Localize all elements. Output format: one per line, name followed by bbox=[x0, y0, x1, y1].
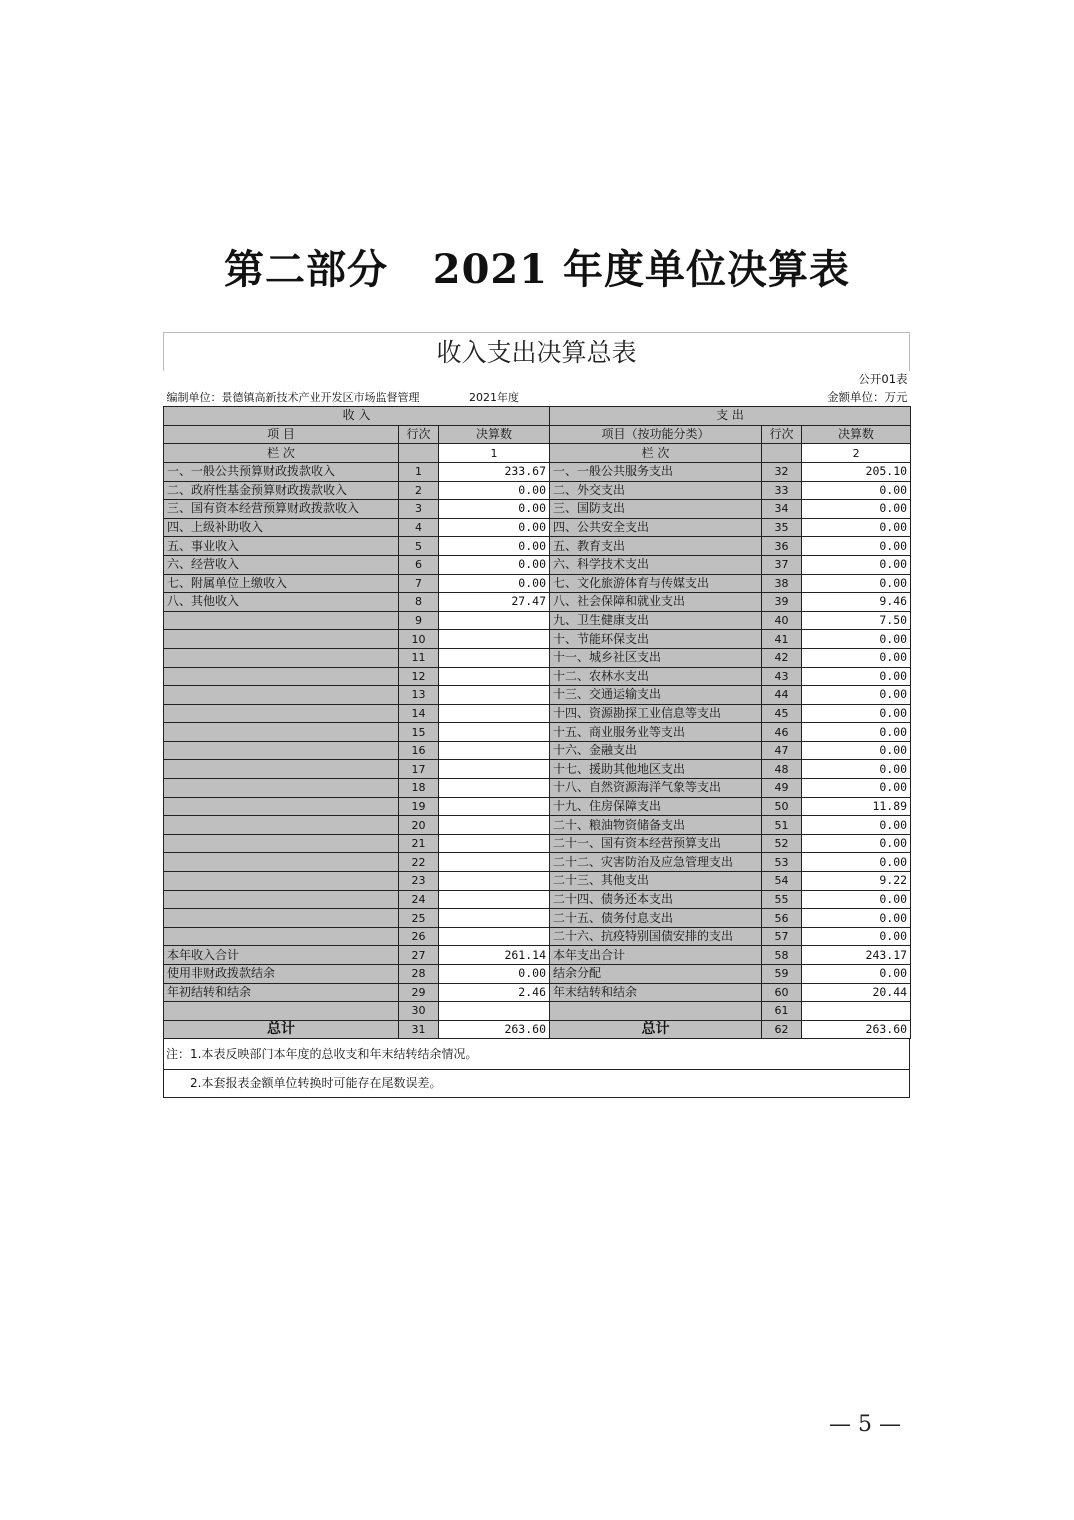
expense-line: 49 bbox=[762, 779, 802, 798]
income-amount: 0.00 bbox=[439, 518, 550, 537]
expense-amount: 0.00 bbox=[802, 667, 911, 686]
income-amount bbox=[439, 779, 550, 798]
expense-item: 年末结转和结余 bbox=[550, 983, 762, 1002]
col-line-header: 行次 bbox=[399, 425, 439, 444]
summary-row bbox=[164, 1002, 911, 1021]
expense-item: 总计 bbox=[550, 1020, 762, 1039]
income-item bbox=[164, 760, 399, 779]
income-line: 17 bbox=[399, 760, 439, 779]
expense-line: 42 bbox=[762, 648, 802, 667]
income-amount: 261.14 bbox=[439, 946, 550, 965]
income-line: 22 bbox=[399, 853, 439, 872]
table-row bbox=[164, 816, 911, 835]
expense-item: 十五、商业服务业等支出 bbox=[550, 723, 762, 742]
expense-amount: 20.44 bbox=[802, 983, 911, 1002]
income-item: 五、事业收入 bbox=[164, 537, 399, 556]
income-amount bbox=[439, 1002, 550, 1021]
expense-amount: 0.00 bbox=[802, 760, 911, 779]
table-row bbox=[164, 927, 911, 946]
income-amount bbox=[439, 741, 550, 760]
table-row bbox=[164, 909, 911, 928]
expense-amount: 263.60 bbox=[802, 1020, 911, 1039]
income-line: 27 bbox=[399, 946, 439, 965]
expense-amount: 0.00 bbox=[802, 574, 911, 593]
table-row bbox=[164, 574, 911, 593]
income-line: 19 bbox=[399, 797, 439, 816]
table-row bbox=[164, 667, 911, 686]
expense-line: 58 bbox=[762, 946, 802, 965]
amount-unit: 金额单位：万元 bbox=[827, 389, 908, 404]
income-item bbox=[164, 741, 399, 760]
unit-label: 编制单位：景德镇高新技术产业开发区市场监督管理 bbox=[166, 390, 420, 404]
expense-amount: 0.00 bbox=[802, 741, 911, 760]
expense-item bbox=[550, 1002, 762, 1021]
income-item bbox=[164, 890, 399, 909]
total-row bbox=[164, 1020, 911, 1039]
expense-line: 53 bbox=[762, 853, 802, 872]
income-item bbox=[164, 704, 399, 723]
income-item: 年初结转和结余 bbox=[164, 983, 399, 1002]
form-code: 公开01表 bbox=[858, 372, 908, 387]
income-amount bbox=[439, 816, 550, 835]
table-row bbox=[164, 834, 911, 853]
expense-amount: 0.00 bbox=[802, 927, 911, 946]
expense-item: 二、外交支出 bbox=[550, 481, 762, 500]
income-line: 14 bbox=[399, 704, 439, 723]
expense-amount: 11.89 bbox=[802, 797, 911, 816]
table-row bbox=[164, 462, 911, 481]
expense-item: 十七、援助其他地区支出 bbox=[550, 760, 762, 779]
income-line: 7 bbox=[399, 574, 439, 593]
expense-amount: 0.00 bbox=[802, 723, 911, 742]
col-amount-header: 决算数 bbox=[802, 425, 911, 444]
income-amount: 263.60 bbox=[439, 1020, 550, 1039]
income-item bbox=[164, 853, 399, 872]
expense-item: 二十六、抗疫特别国债安排的支出 bbox=[550, 927, 762, 946]
income-line: 15 bbox=[399, 723, 439, 742]
income-amount bbox=[439, 630, 550, 649]
expense-amount: 0.00 bbox=[802, 481, 911, 500]
col-item-func-header: 项目（按功能分类） bbox=[550, 425, 762, 444]
income-amount bbox=[439, 890, 550, 909]
income-item: 四、上级补助收入 bbox=[164, 518, 399, 537]
expense-line: 39 bbox=[762, 593, 802, 612]
income-line: 26 bbox=[399, 927, 439, 946]
expense-line: 44 bbox=[762, 686, 802, 705]
income-amount bbox=[439, 760, 550, 779]
notes bbox=[163, 1039, 910, 1098]
col-amount-header: 决算数 bbox=[439, 425, 550, 444]
table-row bbox=[164, 555, 911, 574]
expense-line: 45 bbox=[762, 704, 802, 723]
report-year: 2021年度 bbox=[469, 390, 519, 404]
expense-line: 51 bbox=[762, 816, 802, 835]
income-line: 30 bbox=[399, 1002, 439, 1021]
income-amount bbox=[439, 667, 550, 686]
income-amount: 0.00 bbox=[439, 555, 550, 574]
table-row bbox=[164, 779, 911, 798]
expense-item: 四、公共安全支出 bbox=[550, 518, 762, 537]
income-item bbox=[164, 648, 399, 667]
income-amount bbox=[439, 723, 550, 742]
expense-item: 七、文化旅游体育与传媒支出 bbox=[550, 574, 762, 593]
table-row bbox=[164, 518, 911, 537]
expense-line: 56 bbox=[762, 909, 802, 928]
income-line: 20 bbox=[399, 816, 439, 835]
income-item bbox=[164, 1002, 399, 1021]
income-line: 4 bbox=[399, 518, 439, 537]
income-line: 25 bbox=[399, 909, 439, 928]
income-line: 5 bbox=[399, 537, 439, 556]
income-item: 本年收入合计 bbox=[164, 946, 399, 965]
income-line: 23 bbox=[399, 872, 439, 891]
income-line: 9 bbox=[399, 611, 439, 630]
expense-item: 十八、自然资源海洋气象等支出 bbox=[550, 779, 762, 798]
income-header: 收 入 bbox=[164, 407, 550, 426]
income-item: 一、一般公共预算财政拨款收入 bbox=[164, 462, 399, 481]
expense-amount: 0.00 bbox=[802, 537, 911, 556]
income-line: 24 bbox=[399, 890, 439, 909]
income-amount: 0.00 bbox=[439, 481, 550, 500]
income-amount: 0.00 bbox=[439, 537, 550, 556]
income-item bbox=[164, 723, 399, 742]
income-amount: 0.00 bbox=[439, 500, 550, 519]
expense-line: 48 bbox=[762, 760, 802, 779]
table-row bbox=[164, 797, 911, 816]
expense-item: 十六、金融支出 bbox=[550, 741, 762, 760]
table-row bbox=[164, 630, 911, 649]
income-item: 二、政府性基金预算财政拨款收入 bbox=[164, 481, 399, 500]
expense-amount: 0.00 bbox=[802, 965, 911, 984]
expense-line: 36 bbox=[762, 537, 802, 556]
income-line: 1 bbox=[399, 462, 439, 481]
income-amount bbox=[439, 927, 550, 946]
income-item bbox=[164, 667, 399, 686]
expense-line: 34 bbox=[762, 500, 802, 519]
table-row bbox=[164, 741, 911, 760]
table-row bbox=[164, 890, 911, 909]
table-row bbox=[164, 593, 911, 612]
expense-line: 59 bbox=[762, 965, 802, 984]
income-item bbox=[164, 686, 399, 705]
expense-line: 54 bbox=[762, 872, 802, 891]
expense-header: 支 出 bbox=[550, 407, 911, 426]
note-2: 2.本套报表金额单位转换时可能存在尾数误差。 bbox=[190, 1076, 442, 1091]
expense-item: 十四、资源勘探工业信息等支出 bbox=[550, 704, 762, 723]
income-line: 16 bbox=[399, 741, 439, 760]
table-row bbox=[164, 723, 911, 742]
expense-item: 十三、交通运输支出 bbox=[550, 686, 762, 705]
income-item bbox=[164, 909, 399, 928]
expense-amount bbox=[802, 1002, 911, 1021]
income-amount bbox=[439, 611, 550, 630]
expense-item: 二十五、债务付息支出 bbox=[550, 909, 762, 928]
income-item bbox=[164, 872, 399, 891]
expense-item: 八、社会保障和就业支出 bbox=[550, 593, 762, 612]
expense-item: 二十三、其他支出 bbox=[550, 872, 762, 891]
lanci-income-number: 1 bbox=[439, 444, 550, 463]
expense-item: 十一、城乡社区支出 bbox=[550, 648, 762, 667]
income-amount: 2.46 bbox=[439, 983, 550, 1002]
income-line: 28 bbox=[399, 965, 439, 984]
expense-item: 一、一般公共服务支出 bbox=[550, 462, 762, 481]
lanci-label: 栏 次 bbox=[164, 444, 399, 463]
income-item bbox=[164, 630, 399, 649]
expense-item: 二十二、灾害防治及应急管理支出 bbox=[550, 853, 762, 872]
expense-line: 47 bbox=[762, 741, 802, 760]
income-item bbox=[164, 816, 399, 835]
income-line: 12 bbox=[399, 667, 439, 686]
budget-table bbox=[163, 371, 911, 1039]
expense-amount: 0.00 bbox=[802, 890, 911, 909]
expense-line: 43 bbox=[762, 667, 802, 686]
expense-item: 十二、农林水支出 bbox=[550, 667, 762, 686]
income-item: 使用非财政拨款结余 bbox=[164, 965, 399, 984]
expense-amount: 0.00 bbox=[802, 630, 911, 649]
expense-line: 50 bbox=[762, 797, 802, 816]
income-amount: 0.00 bbox=[439, 574, 550, 593]
income-amount: 0.00 bbox=[439, 965, 550, 984]
income-line: 8 bbox=[399, 593, 439, 612]
income-line: 18 bbox=[399, 779, 439, 798]
expense-amount: 243.17 bbox=[802, 946, 911, 965]
income-line: 6 bbox=[399, 555, 439, 574]
summary-row bbox=[164, 965, 911, 984]
expense-amount: 0.00 bbox=[802, 500, 911, 519]
expense-line: 37 bbox=[762, 555, 802, 574]
income-amount bbox=[439, 797, 550, 816]
expense-amount: 0.00 bbox=[802, 779, 911, 798]
col-line-header: 行次 bbox=[762, 425, 802, 444]
expense-amount: 0.00 bbox=[802, 518, 911, 537]
income-line: 31 bbox=[399, 1020, 439, 1039]
income-amount bbox=[439, 834, 550, 853]
table-row bbox=[164, 481, 911, 500]
page-title: 第二部分 2021 年度单位决算表 bbox=[223, 246, 851, 293]
expense-amount: 205.10 bbox=[802, 462, 911, 481]
income-amount bbox=[439, 853, 550, 872]
expense-amount: 0.00 bbox=[802, 909, 911, 928]
expense-amount: 0.00 bbox=[802, 704, 911, 723]
table-row bbox=[164, 648, 911, 667]
expense-line: 32 bbox=[762, 462, 802, 481]
income-amount bbox=[439, 648, 550, 667]
income-item: 总计 bbox=[164, 1020, 399, 1039]
expense-item: 十、节能环保支出 bbox=[550, 630, 762, 649]
expense-line: 52 bbox=[762, 834, 802, 853]
expense-line: 46 bbox=[762, 723, 802, 742]
table-row bbox=[164, 760, 911, 779]
expense-amount: 0.00 bbox=[802, 648, 911, 667]
expense-line: 62 bbox=[762, 1020, 802, 1039]
expense-line: 35 bbox=[762, 518, 802, 537]
table-row bbox=[164, 686, 911, 705]
expense-item: 三、国防支出 bbox=[550, 500, 762, 519]
income-item: 八、其他收入 bbox=[164, 593, 399, 612]
expense-line: 33 bbox=[762, 481, 802, 500]
income-amount bbox=[439, 704, 550, 723]
lanci-expense-number: 2 bbox=[802, 444, 911, 463]
col-item-header: 项 目 bbox=[164, 425, 399, 444]
expense-item: 本年支出合计 bbox=[550, 946, 762, 965]
lanci-label: 栏 次 bbox=[550, 444, 762, 463]
expense-line: 55 bbox=[762, 890, 802, 909]
income-expense-sheet bbox=[163, 332, 910, 1098]
income-line: 10 bbox=[399, 630, 439, 649]
table-row bbox=[164, 704, 911, 723]
income-amount bbox=[439, 686, 550, 705]
income-line: 29 bbox=[399, 983, 439, 1002]
expense-amount: 0.00 bbox=[802, 853, 911, 872]
summary-row bbox=[164, 983, 911, 1002]
income-item: 七、附属单位上缴收入 bbox=[164, 574, 399, 593]
income-item bbox=[164, 611, 399, 630]
table-row bbox=[164, 500, 911, 519]
summary-row bbox=[164, 946, 911, 965]
expense-item: 十九、住房保障支出 bbox=[550, 797, 762, 816]
expense-item: 二十、粮油物资储备支出 bbox=[550, 816, 762, 835]
expense-line: 61 bbox=[762, 1002, 802, 1021]
income-line: 3 bbox=[399, 500, 439, 519]
expense-line: 38 bbox=[762, 574, 802, 593]
expense-item: 结余分配 bbox=[550, 965, 762, 984]
expense-item: 二十一、国有资本经营预算支出 bbox=[550, 834, 762, 853]
expense-item: 九、卫生健康支出 bbox=[550, 611, 762, 630]
table-row bbox=[164, 537, 911, 556]
expense-item: 二十四、债务还本支出 bbox=[550, 890, 762, 909]
income-amount: 233.67 bbox=[439, 462, 550, 481]
income-amount bbox=[439, 909, 550, 928]
expense-amount: 0.00 bbox=[802, 834, 911, 853]
income-item bbox=[164, 927, 399, 946]
expense-amount: 0.00 bbox=[802, 555, 911, 574]
income-line: 11 bbox=[399, 648, 439, 667]
expense-item: 六、科学技术支出 bbox=[550, 555, 762, 574]
expense-amount: 9.22 bbox=[802, 872, 911, 891]
table-row bbox=[164, 853, 911, 872]
income-line: 21 bbox=[399, 834, 439, 853]
income-item: 六、经营收入 bbox=[164, 555, 399, 574]
income-item bbox=[164, 834, 399, 853]
expense-line: 40 bbox=[762, 611, 802, 630]
income-amount: 27.47 bbox=[439, 593, 550, 612]
expense-amount: 7.50 bbox=[802, 611, 911, 630]
note-1: 注：1.本表反映部门本年度的总收支和年末结转结余情况。 bbox=[164, 1039, 909, 1070]
expense-line: 41 bbox=[762, 630, 802, 649]
expense-item: 五、教育支出 bbox=[550, 537, 762, 556]
page-number: — 5 — bbox=[829, 1412, 901, 1437]
table-row bbox=[164, 611, 911, 630]
expense-amount: 9.46 bbox=[802, 593, 911, 612]
expense-amount: 0.00 bbox=[802, 686, 911, 705]
income-amount bbox=[439, 872, 550, 891]
income-line: 13 bbox=[399, 686, 439, 705]
income-line: 2 bbox=[399, 481, 439, 500]
expense-line: 60 bbox=[762, 983, 802, 1002]
table-row bbox=[164, 872, 911, 891]
expense-amount: 0.00 bbox=[802, 816, 911, 835]
income-item bbox=[164, 779, 399, 798]
income-item bbox=[164, 797, 399, 816]
expense-line: 57 bbox=[762, 927, 802, 946]
income-item: 三、国有资本经营预算财政拨款收入 bbox=[164, 500, 399, 519]
table-title: 收入支出决算总表 bbox=[163, 332, 910, 371]
